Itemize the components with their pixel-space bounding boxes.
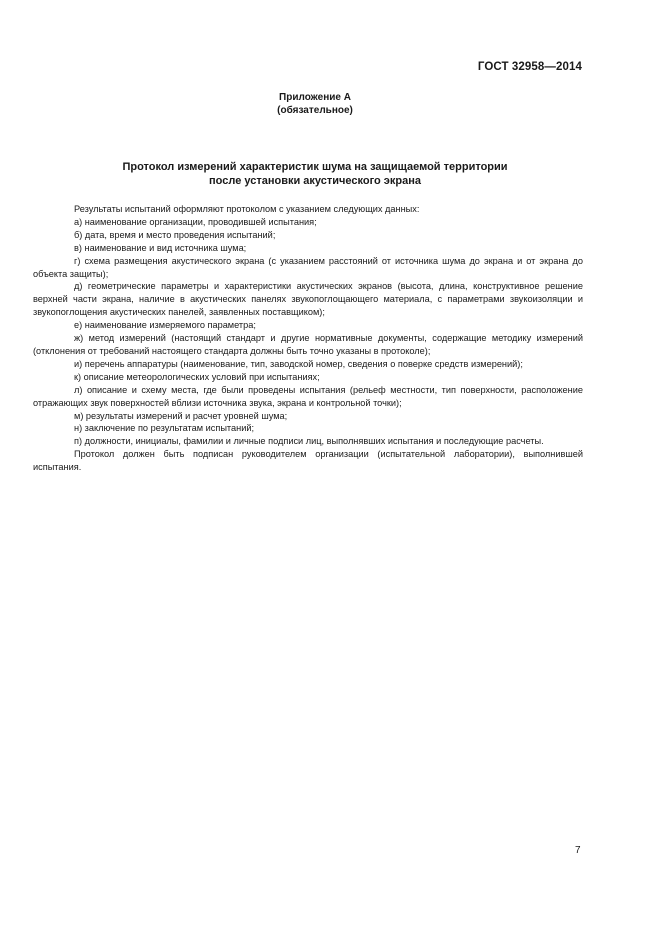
list-item-v: в) наименование и вид источника шума; bbox=[74, 242, 247, 253]
list-item-e: е) наименование измеряемого параметра; bbox=[74, 320, 256, 331]
section-title bbox=[0, 160, 630, 188]
list-item-g: г) схема размещения акустического экрана (с указанием расстояний от источника шума до экрана и от экрана до объекта защиты); bbox=[33, 255, 583, 279]
page-number: 7 bbox=[575, 845, 581, 856]
appendix-label: Приложение А bbox=[279, 92, 351, 103]
paragraph-signature: Протокол должен быть подписан руководителем организации (испытательной лаборатории), выполнившей испытания. bbox=[33, 449, 583, 473]
list-item-p: п) должности, инициалы, фамилии и личные подписи лиц, выполнявших испытания и последующие расчеты. bbox=[74, 436, 544, 447]
appendix-status: (обязательное) bbox=[277, 105, 353, 116]
list-item-b: б) дата, время и место проведения испытаний; bbox=[74, 229, 276, 240]
list-item-m: м) результаты измерений и расчет уровней шума; bbox=[74, 410, 288, 421]
body-text bbox=[33, 203, 583, 474]
list-item-k: к) описание метеорологических условий при испытаниях; bbox=[74, 371, 320, 382]
paragraph-intro: Результаты испытаний оформляют протоколом с указанием следующих данных: bbox=[74, 204, 420, 214]
list-item-l: л) описание и схему места, где были проведены испытания (рельеф местности, тип поверхности, расположение отражающих звук поверхностей вблизи источника звука, экрана и контрольной точки); bbox=[33, 384, 583, 408]
section-title-line-2: после установки акустического экрана bbox=[209, 175, 421, 187]
list-item-a: а) наименование организации, проводившей испытания; bbox=[74, 216, 317, 227]
standard-code: ГОСТ 32958—2014 bbox=[477, 61, 582, 73]
list-item-d: д) геометрические параметры и характеристики акустических экранов (высота, длина, конструктивное решение верхней части экрана, наличие в акустических панелях звукопоглощающего материала, с параметрами звукоизоляции и звукопоглощения акустических панелей, заявленных поставщиком); bbox=[33, 281, 583, 318]
list-item-i: и) перечень аппаратуры (наименование, тип, заводской номер, сведения о поверке средств измерений); bbox=[74, 358, 523, 369]
list-item-n: н) заключение по результатам испытаний; bbox=[74, 423, 255, 434]
list-item-zh: ж) метод измерений (настоящий стандарт и другие нормативные документы, содержащие методику измерений (отклонения от требований настоящего стандарта должны быть точно указаны в протоколе); bbox=[33, 333, 583, 356]
section-title-line-1: Протокол измерений характеристик шума на защищаемой территории bbox=[122, 161, 508, 173]
appendix-heading bbox=[0, 91, 630, 117]
